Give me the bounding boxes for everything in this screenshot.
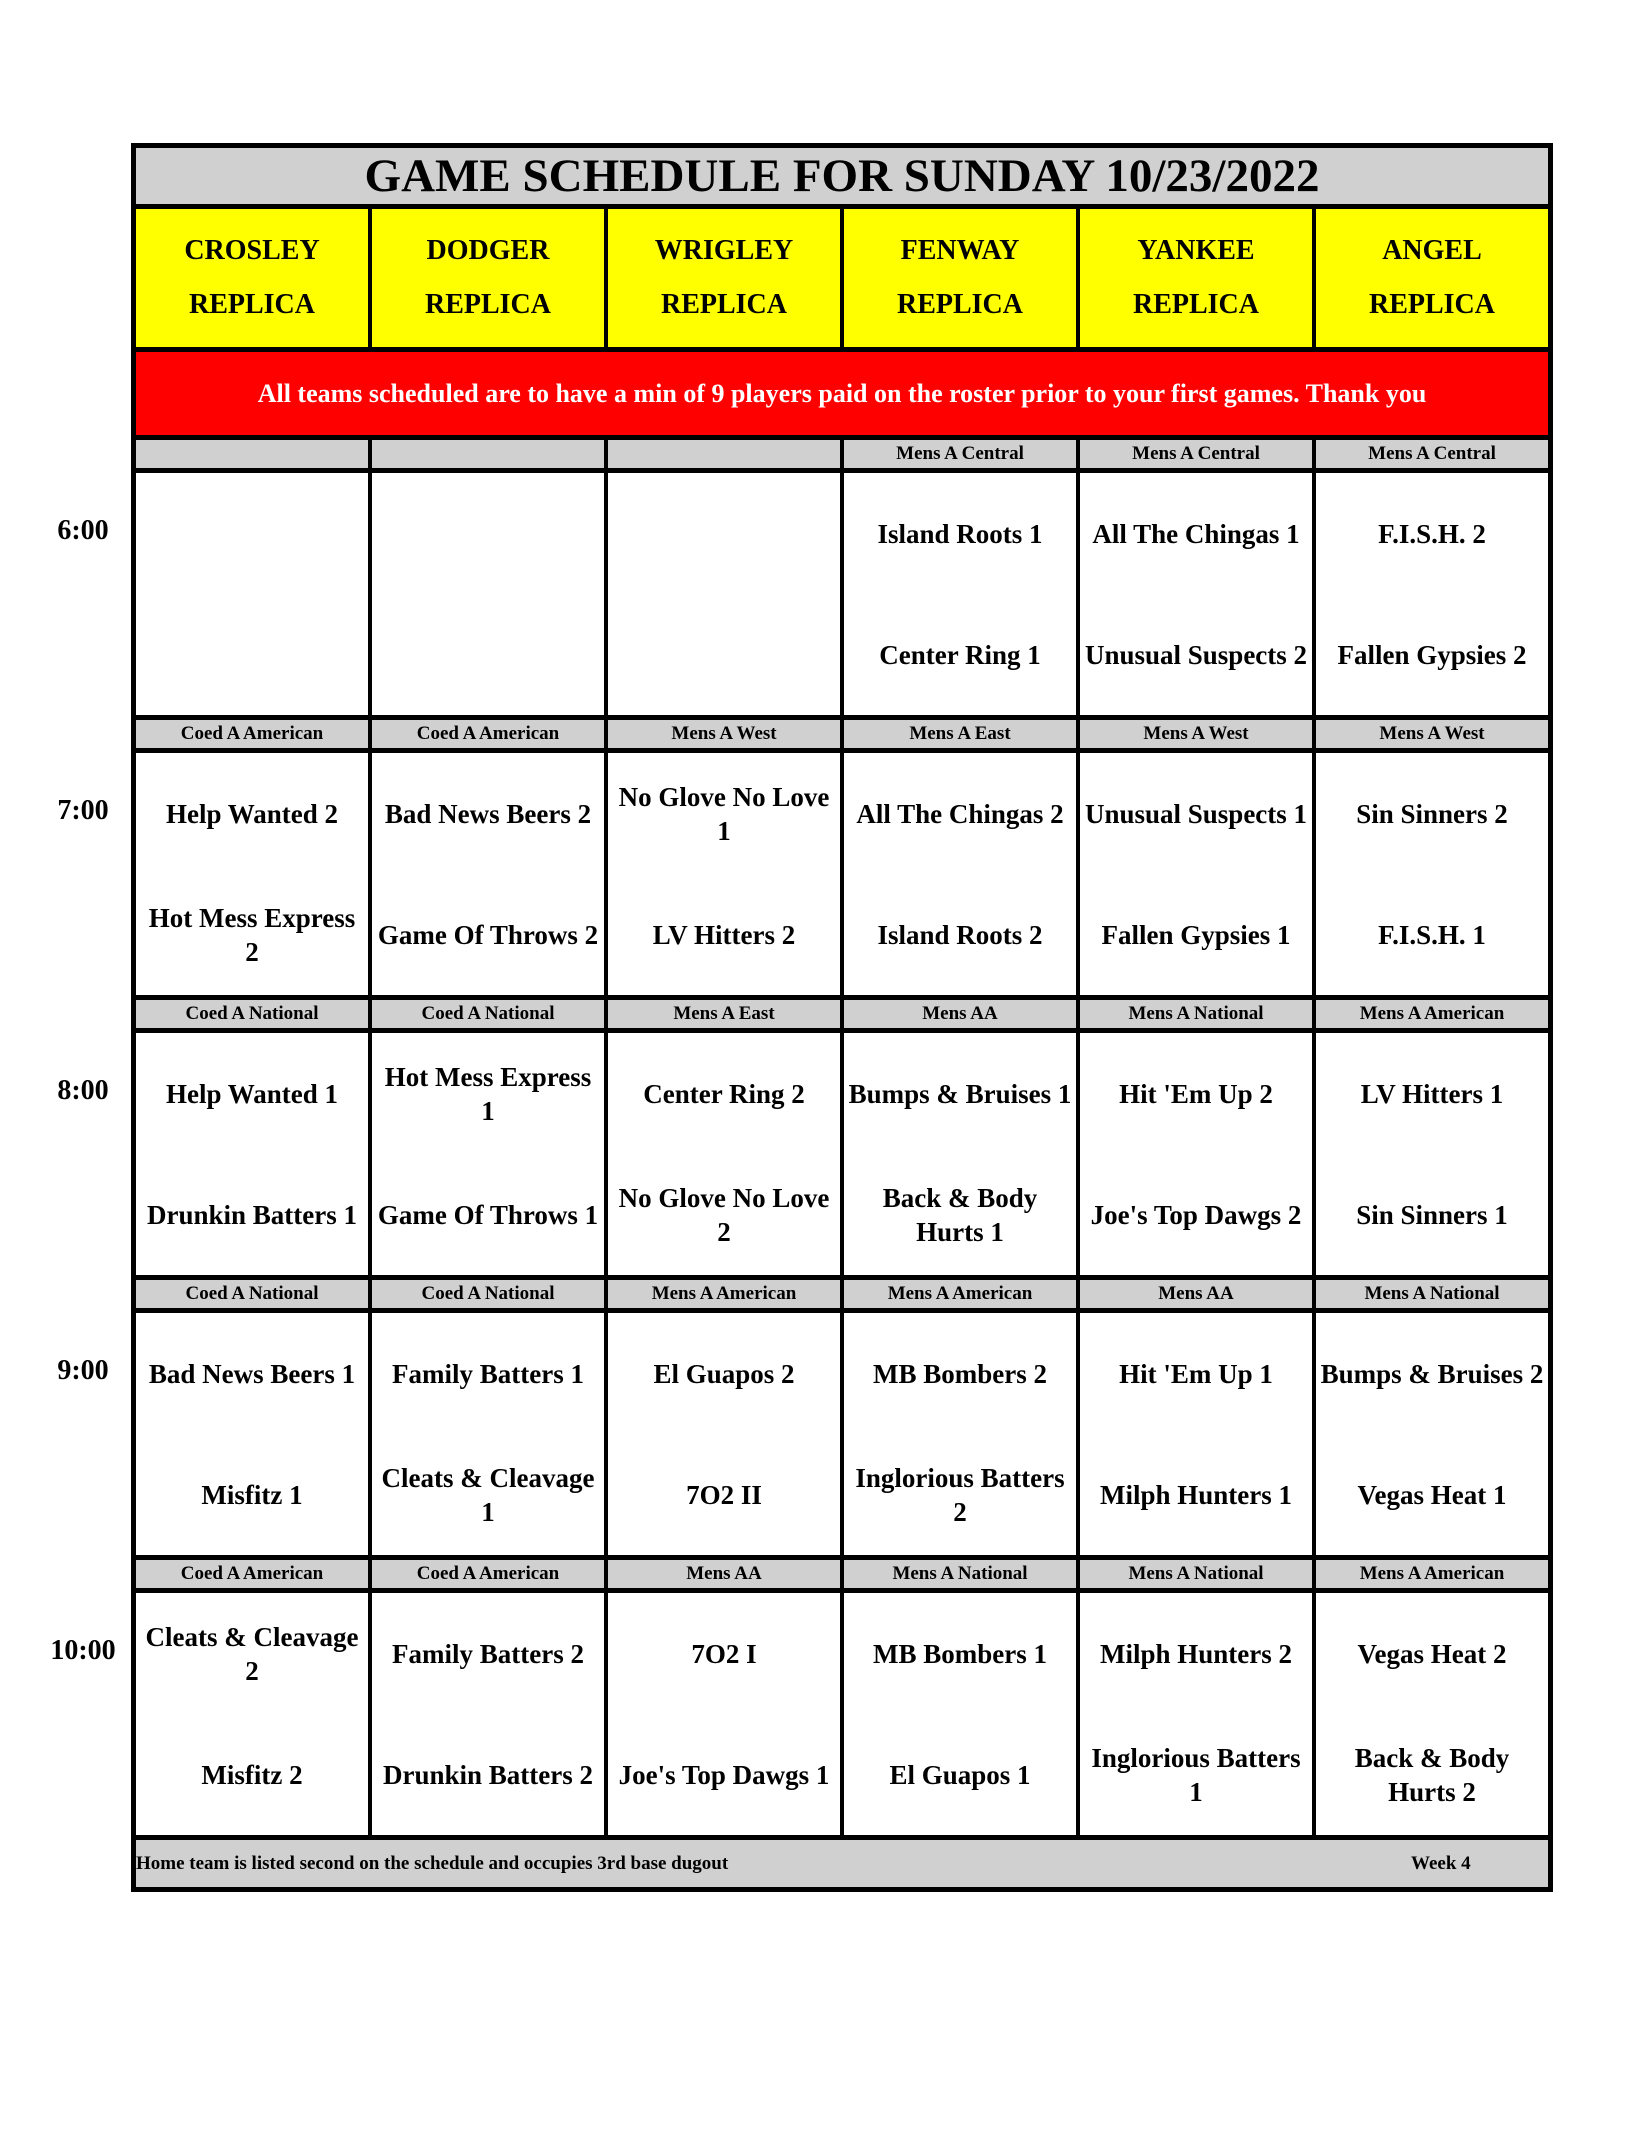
home-team-note: Home team is listed second on the schedule and occupies 3rd base dugout <box>136 1852 729 1874</box>
field-header <box>136 209 372 352</box>
away-team: Vegas Heat 2 <box>1357 1638 1507 1669</box>
division-label: Coed A National <box>136 1280 372 1313</box>
away-team: Unusual Suspects 1 <box>1084 798 1308 829</box>
division-label: Mens A West <box>1080 720 1316 753</box>
game-cell <box>136 753 372 1000</box>
division-label: Coed A National <box>372 1000 608 1033</box>
home-team: Sin Sinners 1 <box>1356 1199 1508 1230</box>
away-team: Hot Mess Express 1 <box>384 1061 592 1126</box>
home-team: Milph Hunters 1 <box>1099 1479 1293 1510</box>
game-cell <box>372 1593 608 1840</box>
home-team: Drunkin Batters 1 <box>146 1199 357 1230</box>
schedule-title: GAME SCHEDULE FOR SUNDAY 10/23/2022 <box>131 143 1553 209</box>
field-header <box>372 209 608 352</box>
home-team <box>612 594 836 715</box>
game-cell <box>1316 1313 1548 1560</box>
division-label: Mens AA <box>608 1560 844 1593</box>
time-label: 7:00 <box>57 795 109 826</box>
game-cell <box>136 1033 372 1280</box>
game-cell <box>1316 753 1548 1000</box>
week-label: Week 4 <box>1411 1852 1471 1874</box>
time-label: 9:00 <box>57 1355 109 1386</box>
game-cell <box>1080 753 1316 1000</box>
away-team: F.I.S.H. 2 <box>1378 518 1486 549</box>
division-label: Mens A Central <box>844 440 1080 473</box>
division-label: Mens A National <box>844 1560 1080 1593</box>
division-label: Mens A Central <box>1080 440 1316 473</box>
away-team: El Guapos 2 <box>653 1358 795 1389</box>
away-team: Island Roots 1 <box>877 518 1043 549</box>
game-row <box>131 473 1553 720</box>
division-label: Mens A National <box>1080 1560 1316 1593</box>
division-label: Mens A American <box>1316 1000 1548 1033</box>
home-team <box>376 594 600 715</box>
home-team: Vegas Heat 1 <box>1357 1479 1507 1510</box>
away-team: Hit 'Em Up 2 <box>1119 1078 1273 1109</box>
away-team: MB Bombers 1 <box>873 1638 1047 1669</box>
away-team: Bumps & Bruises 2 <box>1320 1358 1544 1389</box>
field-sub: REPLICA <box>1132 289 1259 320</box>
away-team: Help Wanted 2 <box>165 798 339 829</box>
home-team: El Guapos 1 <box>889 1759 1031 1790</box>
division-label: Mens A American <box>1316 1560 1548 1593</box>
away-team: LV Hitters 1 <box>1360 1078 1504 1109</box>
division-label: Mens A American <box>608 1280 844 1313</box>
away-team <box>140 473 364 594</box>
division-label: Mens A Central <box>1316 440 1548 473</box>
away-team: All The Chingas 2 <box>856 798 1064 829</box>
game-cell <box>136 473 372 720</box>
division-label: Coed A American <box>136 1560 372 1593</box>
division-row <box>131 1280 1553 1313</box>
away-team: All The Chingas 1 <box>1092 518 1300 549</box>
game-cell <box>1316 1593 1548 1840</box>
game-cell <box>372 473 608 720</box>
field-header <box>1080 209 1316 352</box>
game-cell <box>608 753 844 1000</box>
field-header <box>1316 209 1548 352</box>
home-team: No Glove No Love 2 <box>618 1182 830 1247</box>
game-cell <box>844 753 1080 1000</box>
away-team: Sin Sinners 2 <box>1356 798 1508 829</box>
game-cell <box>608 1593 844 1840</box>
game-cell <box>608 473 844 720</box>
home-team: Game Of Throws 2 <box>377 919 599 950</box>
game-cell <box>372 1033 608 1280</box>
division-label: Mens A National <box>1080 1000 1316 1033</box>
home-team: Hot Mess Express 2 <box>148 902 356 967</box>
division-label: Mens A East <box>608 1000 844 1033</box>
field-name: ANGEL <box>1382 235 1482 266</box>
home-team: Misfitz 2 <box>201 1759 303 1790</box>
home-team: 7O2 II <box>686 1479 762 1510</box>
game-cell <box>136 1593 372 1840</box>
home-team: Game Of Throws 1 <box>377 1199 599 1230</box>
away-team: MB Bombers 2 <box>873 1358 1047 1389</box>
away-team: Bad News Beers 1 <box>148 1358 356 1389</box>
game-cell <box>1080 1593 1316 1840</box>
schedule-grid <box>131 440 1553 1840</box>
game-row <box>131 1313 1553 1560</box>
game-cell <box>608 1033 844 1280</box>
away-team: 7O2 I <box>691 1638 757 1669</box>
time-label: 8:00 <box>57 1075 109 1106</box>
home-team: Back & Body Hurts 2 <box>1354 1742 1510 1807</box>
division-label: Mens A American <box>844 1280 1080 1313</box>
field-sub: REPLICA <box>1368 289 1495 320</box>
division-row <box>131 1000 1553 1033</box>
home-team: Inglorious Batters 1 <box>1091 1742 1301 1807</box>
division-label: Coed A American <box>372 720 608 753</box>
field-name: CROSLEY <box>184 235 320 266</box>
game-cell <box>136 1313 372 1560</box>
home-team: Island Roots 2 <box>877 919 1043 950</box>
field-header-row <box>131 209 1553 352</box>
game-cell <box>1316 1033 1548 1280</box>
home-team: Misfitz 1 <box>201 1479 303 1510</box>
game-cell <box>844 1313 1080 1560</box>
game-cell <box>1080 1033 1316 1280</box>
game-cell <box>372 753 608 1000</box>
division-label: Mens A West <box>1316 720 1548 753</box>
division-label <box>372 440 608 473</box>
home-team: Joe's Top Dawgs 1 <box>618 1759 830 1790</box>
division-label: Coed A National <box>372 1280 608 1313</box>
home-team: Inglorious Batters 2 <box>855 1462 1065 1527</box>
game-cell <box>372 1313 608 1560</box>
division-label: Coed A National <box>136 1000 372 1033</box>
away-team <box>612 473 836 594</box>
home-team: Joe's Top Dawgs 2 <box>1090 1199 1302 1230</box>
division-label: Mens A West <box>608 720 844 753</box>
field-sub: REPLICA <box>424 289 551 320</box>
division-label: Mens AA <box>844 1000 1080 1033</box>
field-name: DODGER <box>426 235 550 266</box>
game-cell <box>1316 473 1548 720</box>
game-cell <box>1080 1313 1316 1560</box>
away-team: Center Ring 2 <box>643 1078 805 1109</box>
game-cell <box>844 1593 1080 1840</box>
game-cell <box>844 473 1080 720</box>
division-label: Coed A American <box>372 1560 608 1593</box>
away-team: Family Batters 1 <box>392 1358 584 1389</box>
division-row <box>131 720 1553 753</box>
game-row <box>131 753 1553 1000</box>
away-team: Cleats & Cleavage 2 <box>145 1621 359 1686</box>
home-team: F.I.S.H. 1 <box>1378 919 1486 950</box>
schedule-footer <box>131 1840 1553 1892</box>
game-row <box>131 1593 1553 1840</box>
division-label: Mens A National <box>1316 1280 1548 1313</box>
division-row <box>131 1560 1553 1593</box>
home-team: Cleats & Cleavage 1 <box>381 1462 595 1527</box>
home-team: Fallen Gypsies 2 <box>1337 639 1527 670</box>
field-sub: REPLICA <box>896 289 1023 320</box>
away-team: Hit 'Em Up 1 <box>1119 1358 1273 1389</box>
schedule-sheet <box>131 143 1553 1892</box>
home-team: Drunkin Batters 2 <box>382 1759 593 1790</box>
away-team: No Glove No Love 1 <box>618 781 830 846</box>
game-row <box>131 1033 1553 1280</box>
field-name: YANKEE <box>1137 235 1255 266</box>
field-sub: REPLICA <box>660 289 787 320</box>
time-label: 6:00 <box>57 515 109 546</box>
away-team: Bad News Beers 2 <box>384 798 592 829</box>
division-label: Mens AA <box>1080 1280 1316 1313</box>
field-header <box>608 209 844 352</box>
home-team: Fallen Gypsies 1 <box>1101 919 1291 950</box>
home-team: Center Ring 1 <box>879 639 1041 670</box>
field-name: FENWAY <box>900 235 1020 266</box>
division-label: Mens A East <box>844 720 1080 753</box>
home-team: Unusual Suspects 2 <box>1084 639 1308 670</box>
field-sub: REPLICA <box>188 289 315 320</box>
game-cell <box>608 1313 844 1560</box>
division-label <box>136 440 372 473</box>
field-header <box>844 209 1080 352</box>
away-team: Help Wanted 1 <box>165 1078 339 1109</box>
away-team: Bumps & Bruises 1 <box>848 1078 1072 1109</box>
away-team: Family Batters 2 <box>392 1638 584 1669</box>
game-cell <box>844 1033 1080 1280</box>
division-row <box>131 440 1553 473</box>
division-label: Coed A American <box>136 720 372 753</box>
time-label: 10:00 <box>50 1635 116 1666</box>
away-team: Milph Hunters 2 <box>1099 1638 1293 1669</box>
game-cell <box>1080 473 1316 720</box>
home-team <box>140 594 364 715</box>
home-team: LV Hitters 2 <box>652 919 796 950</box>
roster-notice: All teams scheduled are to have a min of 9 players paid on the roster prior to your first games. Thank you <box>131 352 1553 440</box>
home-team: Back & Body Hurts 1 <box>882 1182 1038 1247</box>
field-name: WRIGLEY <box>654 235 794 266</box>
away-team <box>376 473 600 594</box>
division-label <box>608 440 844 473</box>
